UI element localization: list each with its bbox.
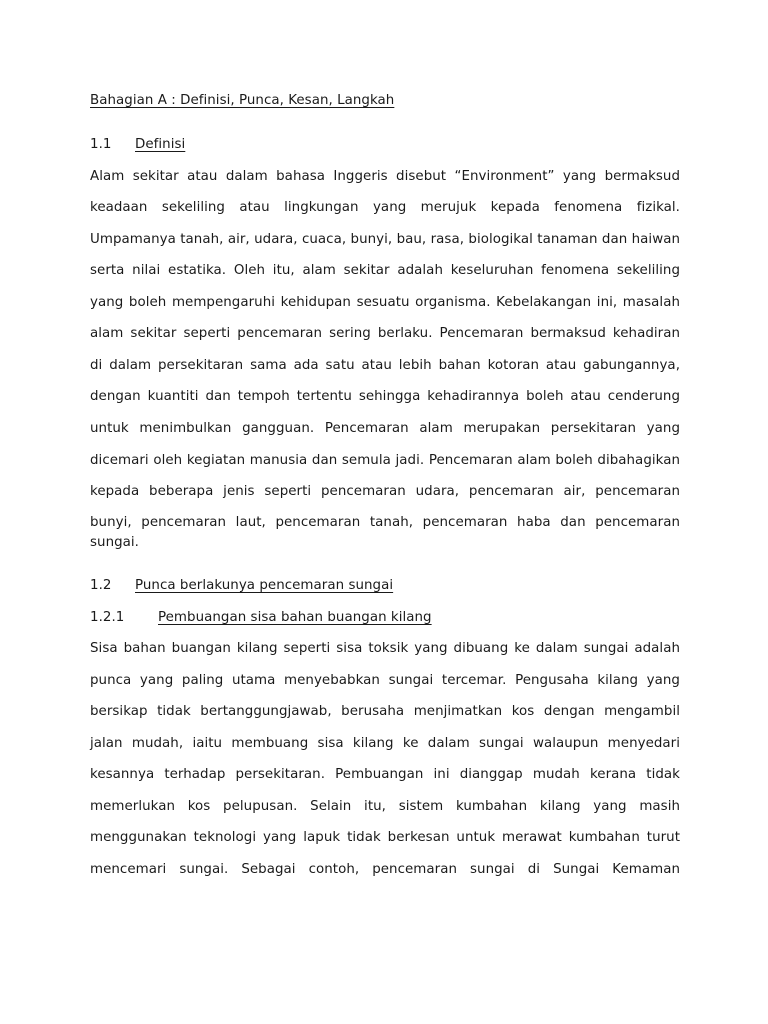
section-number: 1.2	[90, 578, 112, 593]
paragraph-line: jalan mudah, iaitu membuang sisa kilang ke dalam sungai walaupun menyedari	[90, 736, 680, 751]
paragraph-line: di dalam persekitaran sama ada satu atau lebih bahan kotoran atau gabungannya,	[90, 358, 680, 373]
paragraph-line: untuk menimbulkan gangguan. Pencemaran alam merupakan persekitaran yang	[90, 421, 680, 436]
section-number: 1.2.1	[90, 610, 125, 625]
paragraph-line: punca yang paling utama menyebabkan sungai tercemar. Pengusaha kilang yang	[90, 673, 680, 688]
section-title: Pembuangan sisa bahan buangan kilang	[158, 610, 432, 625]
paragraph-line: kepada beberapa jenis seperti pencemaran udara, pencemaran air, pencemaran	[90, 484, 680, 499]
paragraph-line: memerlukan kos pelupusan. Selain itu, sistem kumbahan kilang yang masih	[90, 799, 680, 814]
paragraph-line: mencemari sungai. Sebagai contoh, pencemaran sungai di Sungai Kemaman	[90, 862, 680, 877]
page-heading: Bahagian A : Definisi, Punca, Kesan, Langkah	[90, 93, 395, 108]
paragraph-line: dicemari oleh kegiatan manusia dan semula jadi. Pencemaran alam boleh dibahagikan	[90, 453, 680, 468]
section-title: Punca berlakunya pencemaran sungai	[135, 578, 394, 593]
paragraph-line: Sisa bahan buangan kilang seperti sisa toksik yang dibuang ke dalam sungai adalah	[90, 641, 680, 656]
paragraph-line: Alam sekitar atau dalam bahasa Inggeris disebut “Environment” yang bermaksud	[90, 169, 680, 184]
section-title: Definisi	[135, 137, 186, 152]
paragraph-line: alam sekitar seperti pencemaran sering berlaku. Pencemaran bermaksud kehadiran	[90, 326, 680, 341]
paragraph-line: bunyi, pencemaran laut, pencemaran tanah, pencemaran haba dan pencemaran sungai.	[90, 515, 680, 550]
paragraph-line: keadaan sekeliling atau lingkungan yang merujuk kepada fenomena fizikal.	[90, 200, 680, 215]
paragraph-line: menggunakan teknologi yang lapuk tidak berkesan untuk merawat kumbahan turut	[90, 830, 680, 845]
paragraph-line: kesannya terhadap persekitaran. Pembuangan ini dianggap mudah kerana tidak	[90, 767, 680, 782]
paragraph-line: yang boleh mempengaruhi kehidupan sesuatu organisma. Kebelakangan ini, masalah	[90, 295, 680, 310]
paragraph-line: serta nilai estatika. Oleh itu, alam sekitar adalah keseluruhan fenomena sekeliling	[90, 263, 680, 278]
section-number: 1.1	[90, 137, 112, 152]
paragraph-line: Umpamanya tanah, air, udara, cuaca, bunyi, bau, rasa, biologikal tanaman dan haiwan	[90, 232, 680, 247]
paragraph-line: bersikap tidak bertanggungjawab, berusaha menjimatkan kos dengan mengambil	[90, 704, 680, 719]
paragraph-line: dengan kuantiti dan tempoh tertentu sehingga kehadirannya boleh atau cenderung	[90, 389, 680, 404]
